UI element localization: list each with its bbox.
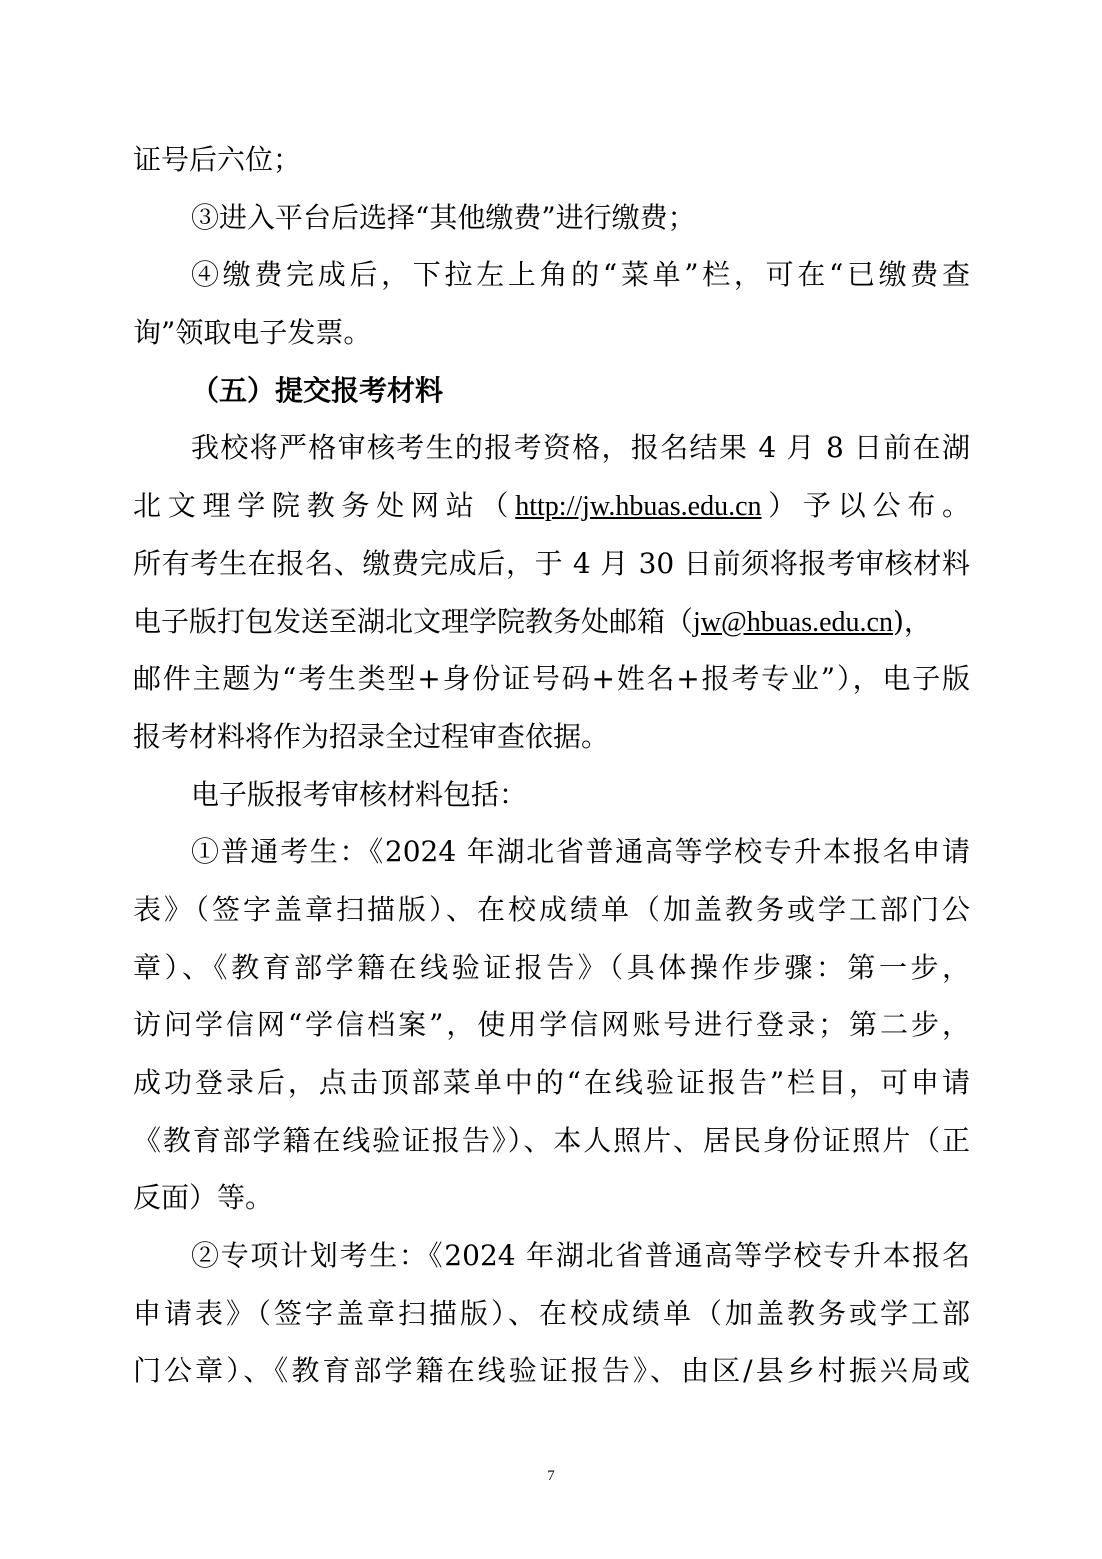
text-segment: )， <box>892 604 932 638</box>
section-heading: （五）提交报考材料 <box>191 373 444 407</box>
document-body <box>133 131 970 1400</box>
text-line: 报考材料将作为招录全过程审查依据。 <box>133 719 610 753</box>
website-link[interactable]: http://jw.hbuas.edu.cn <box>515 491 762 523</box>
text-line: 《教育部学籍在线验证报告》）、本人照片、居民身份证照片（正 <box>133 1123 970 1157</box>
text-line: 访问学信网“学信档案”，使用学信网账号进行登录；第二步， <box>133 1008 970 1042</box>
text-line: ②专项计划考生：《2024 年湖北省普通高等学校专升本报名 <box>191 1239 970 1273</box>
text-line: ①普通考生：《2024 年湖北省普通高等学校专升本报名申请 <box>191 835 970 869</box>
text-line: 反面）等。 <box>133 1181 274 1215</box>
text-segment: 电子版打包发送至湖北文理学院教务处邮箱（ <box>133 604 694 638</box>
text-line: 询”领取电子发票。 <box>133 316 372 350</box>
page-number: 7 <box>547 1468 555 1484</box>
text-line: 章）、《教育部学籍在线验证报告》（具体操作步骤：第一步， <box>133 950 970 984</box>
text-line: 门公章）、《教育部学籍在线验证报告》、由区/县乡村振兴局或 <box>133 1354 970 1388</box>
text-line: ④缴费完成后，下拉左上角的“菜单”栏，可在“已缴费查 <box>191 258 970 292</box>
text-segment: 北文理学院教务处网站（ <box>133 489 516 523</box>
text-line: 证号后六位； <box>133 143 302 176</box>
text-line: 表》（签字盖章扫描版）、在校成绩单（加盖教务或学工部门公 <box>133 892 970 926</box>
text-line: ③进入平台后选择“其他缴费”进行缴费； <box>191 200 696 234</box>
text-line: 申请表》（签字盖章扫描版）、在校成绩单（加盖教务或学工部 <box>133 1296 970 1330</box>
text-line: 电子版报考审核材料包括： <box>191 777 528 811</box>
text-line <box>133 593 970 651</box>
email-link[interactable]: jw@hbuas.edu.cn <box>693 606 893 638</box>
text-line: 我校将严格审核考生的报考资格，报名结果 4 月 8 日前在湖 <box>191 431 970 465</box>
text-line <box>133 477 970 535</box>
text-line: 成功登录后，点击顶部菜单中的“在线验证报告”栏目，可申请 <box>133 1066 970 1099</box>
text-line: 所有考生在报名、缴费完成后，于 4 月 30 日前须将报考审核材料 <box>133 546 970 580</box>
text-segment: ）予以公布。 <box>761 489 970 523</box>
text-line: 邮件主题为“考生类型+身份证号码+姓名+报考专业”），电子版 <box>133 662 970 696</box>
